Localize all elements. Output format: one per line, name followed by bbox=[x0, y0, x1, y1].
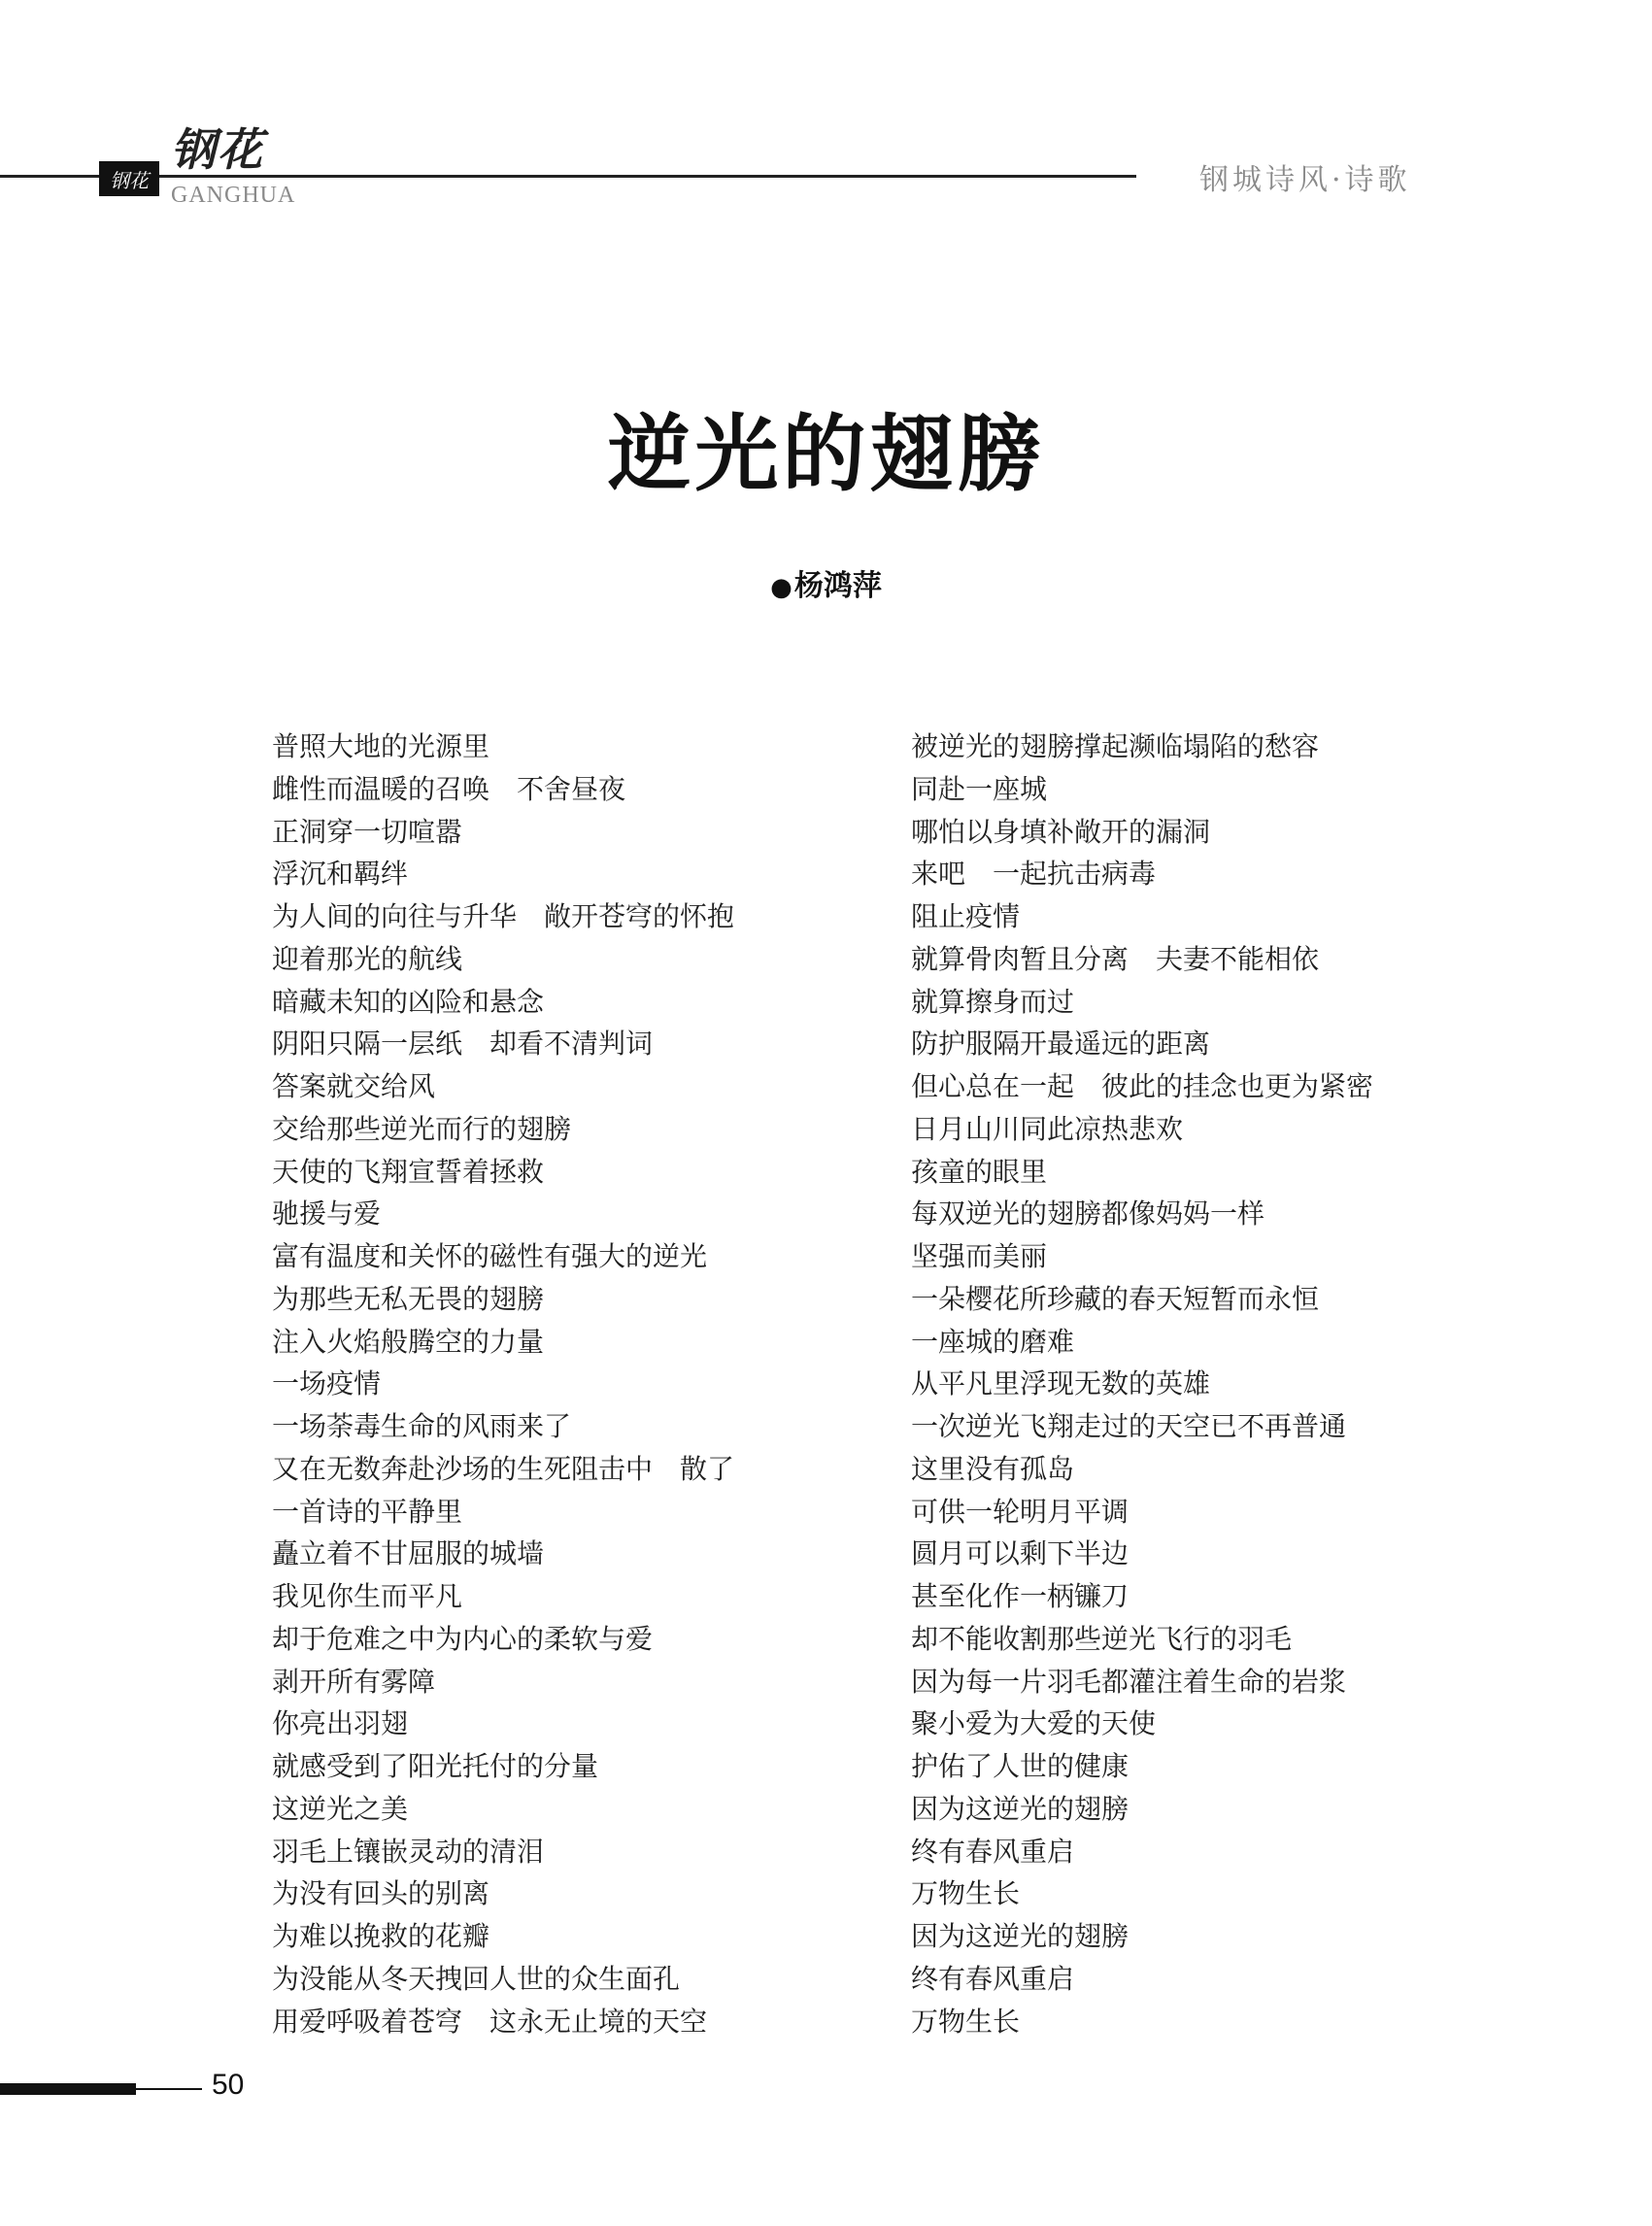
poem-line: 羽毛上镶嵌灵动的清泪 bbox=[272, 1835, 545, 1868]
poem-line: 每双逆光的翅膀都像妈妈一样 bbox=[911, 1197, 1265, 1231]
poem-line: 富有温度和关怀的磁性有强大的逆光 bbox=[272, 1240, 708, 1272]
poem-line: 甚至化作一柄镰刀 bbox=[911, 1580, 1129, 1612]
poem-line: 暗藏未知的凶险和悬念 bbox=[272, 985, 545, 1018]
author-name: 杨鸿萍 bbox=[793, 569, 882, 603]
poem-line: 阻止疫情 bbox=[911, 900, 1021, 932]
poem-line: 一座城的磨难 bbox=[911, 1325, 1075, 1358]
poem-line: 万物生长 bbox=[911, 2005, 1021, 2038]
poem-line: 答案就交给风 bbox=[272, 1070, 436, 1102]
poem-line: 浮沉和羁绊 bbox=[272, 858, 409, 891]
poem-line: 来吧 一起抗击病毒 bbox=[911, 858, 1157, 891]
author-line bbox=[0, 561, 1652, 604]
poem-line: 从平凡里浮现无数的英雄 bbox=[911, 1367, 1211, 1400]
poem-line: 一场疫情 bbox=[272, 1367, 382, 1400]
poem-line: 万物生长 bbox=[911, 1877, 1021, 1910]
poem-line: 却不能收割那些逆光飞行的羽毛 bbox=[911, 1622, 1293, 1655]
magazine-logo-box: 钢花 bbox=[99, 161, 159, 196]
poem-line: 就算骨肉暂且分离 夫妻不能相依 bbox=[911, 942, 1320, 975]
poem-line: 这里没有孤岛 bbox=[911, 1452, 1075, 1485]
section-label: 钢城诗风·诗歌 bbox=[1199, 163, 1411, 197]
poem-line: 就感受到了阳光托付的分量 bbox=[272, 1750, 599, 1782]
poem-line: 防护服隔开最遥远的距离 bbox=[911, 1028, 1211, 1061]
poem-line: 就算擦身而过 bbox=[911, 985, 1075, 1018]
poem-right-column bbox=[911, 725, 1373, 2042]
magazine-logo-script: 钢花 bbox=[171, 123, 264, 176]
poem-line: 因为这逆光的翅膀 bbox=[911, 1920, 1129, 1952]
poem-line: 被逆光的翅膀撑起濒临塌陷的愁容 bbox=[911, 730, 1320, 762]
poem-line: 剥开所有雾障 bbox=[272, 1665, 436, 1698]
poem-line: 孩童的眼里 bbox=[911, 1155, 1048, 1188]
poem-line: 终有春风重启 bbox=[911, 1962, 1075, 1995]
poem-line: 一次逆光飞翔走过的天空已不再普通 bbox=[911, 1410, 1347, 1442]
poem-line: 我见你生而平凡 bbox=[272, 1580, 463, 1612]
poem-line: 注入火焰般腾空的力量 bbox=[272, 1325, 545, 1358]
poem-line: 用爱呼吸着苍穹 这永无止境的天空 bbox=[272, 2005, 708, 2038]
poem-line: 交给那些逆光而行的翅膀 bbox=[272, 1112, 572, 1145]
magazine-logo-latin: GANGHUA bbox=[171, 183, 296, 208]
poem-line: 护佑了人世的健康 bbox=[911, 1750, 1129, 1782]
poem-line: 终有春风重启 bbox=[911, 1835, 1075, 1868]
poem-line: 坚强而美丽 bbox=[911, 1240, 1048, 1272]
author-bullet: ● bbox=[770, 573, 792, 602]
footer-rule-thin bbox=[136, 2088, 202, 2090]
poem-line: 又在无数奔赴沙场的生死阻击中 散了 bbox=[272, 1452, 735, 1485]
poem-line: 因为这逆光的翅膀 bbox=[911, 1792, 1129, 1825]
poem-line: 迎着那光的航线 bbox=[272, 942, 463, 975]
poem-line: 可供一轮明月平调 bbox=[911, 1495, 1129, 1528]
poem-line: 日月山川同此凉热悲欢 bbox=[911, 1112, 1184, 1145]
page-number: 50 bbox=[212, 2069, 245, 2101]
poem-line: 为没能从冬天拽回人世的众生面孔 bbox=[272, 1962, 681, 1995]
poem-line: 哪怕以身填补敞开的漏洞 bbox=[911, 815, 1211, 848]
poem-line: 正洞穿一切喧嚣 bbox=[272, 815, 463, 848]
footer-rule-thick bbox=[0, 2083, 136, 2095]
poem-line: 矗立着不甘屈服的城墙 bbox=[272, 1537, 545, 1570]
poem-line: 普照大地的光源里 bbox=[272, 730, 490, 762]
poem-line: 一首诗的平静里 bbox=[272, 1495, 463, 1528]
poem-line: 一朵樱花所珍藏的春天短暂而永恒 bbox=[911, 1282, 1320, 1315]
poem-left-column bbox=[272, 725, 734, 2042]
poem-line: 驰援与爱 bbox=[272, 1197, 382, 1231]
poem-line: 你亮出羽翅 bbox=[272, 1707, 409, 1740]
poem-line: 圆月可以剩下半边 bbox=[911, 1537, 1129, 1570]
poem-line: 这逆光之美 bbox=[272, 1792, 409, 1825]
poem-line: 一场荼毒生命的风雨来了 bbox=[272, 1410, 572, 1442]
poem-line: 聚小爱为大爱的天使 bbox=[911, 1707, 1157, 1740]
poem-line: 天使的飞翔宣誓着拯救 bbox=[272, 1155, 545, 1188]
poem-line: 同赴一座城 bbox=[911, 772, 1048, 805]
poem-line: 却于危难之中为内心的柔软与爱 bbox=[272, 1622, 654, 1655]
poem-line: 雌性而温暖的召唤 不舍昼夜 bbox=[272, 772, 626, 805]
poem-line: 为人间的向往与升华 敞开苍穹的怀抱 bbox=[272, 900, 735, 932]
poem-line: 为那些无私无畏的翅膀 bbox=[272, 1282, 545, 1315]
poem-title: 逆光的翅膀 bbox=[607, 405, 1045, 503]
poem-line: 但心总在一起 彼此的挂念也更为紧密 bbox=[911, 1070, 1374, 1102]
poem-line: 为没有回头的别离 bbox=[272, 1877, 490, 1910]
poem-line: 因为每一片羽毛都灌注着生命的岩浆 bbox=[911, 1665, 1347, 1698]
poem-line: 为难以挽救的花瓣 bbox=[272, 1920, 490, 1952]
poem-line: 阴阳只隔一层纸 却看不清判词 bbox=[272, 1028, 654, 1061]
